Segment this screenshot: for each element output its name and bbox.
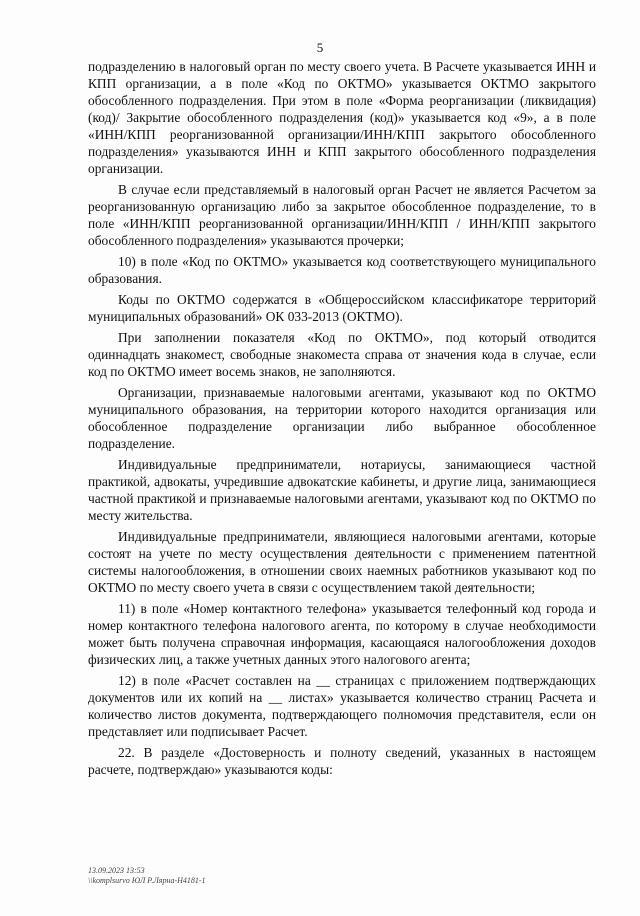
paragraph: Индивидуальные предприниматели, нотариусы, занимающиеся частной практикой, адвокаты, учредившие адвокатские кабинеты, и другие лица, занимающиеся частной практикой и признаваемые налоговыми агентами, указывают код по ОКТМО по месту жительства.	[88, 457, 596, 523]
footer-stamp	[88, 866, 206, 886]
footer-date: 13.09.2023 13:53	[88, 866, 145, 875]
document-body	[88, 58, 596, 782]
page-number: 5	[316, 40, 324, 55]
paragraph: Индивидуальные предприниматели, являющиеся налоговыми агентами, которые состоят на учете по месту осуществления деятельности с применением патентной системы налогообложения, в отношении своих наемных работников указывают код по ОКТМО по месту своего учета в связи с осуществлением такой деятельности;	[88, 529, 596, 595]
paragraph: 11) в поле «Номер контактного телефона» указывается телефонный код города и номер контактного телефона налогового агента, по которому в случае необходимости может быть получена справочная информация, касающаяся налогообложения доходов физических лиц, а также учетных данных этого налогового агента;	[88, 601, 596, 667]
paragraph: Коды по ОКТМО содержатся в «Общероссийском классификаторе территорий муниципальных образований» ОК 033-2013 (ОКТМО).	[88, 292, 596, 324]
paragraph: При заполнении показателя «Код по ОКТМО», под который отводится одиннадцать знакомест, свободные знакоместа справа от значения кода в случае, если код по ОКТМО имеет восемь знаков, не заполняются.	[88, 330, 596, 379]
footer-path: \\komplsurvo ЮЛ Р.Лярна-Н4181-1	[88, 876, 206, 885]
paragraph: В случае если представляемый в налоговый орган Расчет не является Расчетом за реорганизованную организацию либо за закрытое обособленное подразделение, то в поле «ИНН/КПП реорганизованной организации/ИНН/КПП / ИНН/КПП закрытого обособленного подразделения» указываются прочерки;	[88, 182, 596, 248]
paragraph: 12) в поле «Расчет составлен на __ страницах с приложением подтверждающих документов или их копий на __ листах» указывается количество страниц Расчета и количество листов документа, подтверждающего полномочия представителя, если он представляет или подписывает Расчет.	[88, 673, 596, 739]
paragraph: 22. В разделе «Достоверность и полноту сведений, указанных в настоящем расчете, подтверждаю» указываются коды:	[88, 745, 596, 777]
paragraph: подразделению в налоговый орган по месту своего учета. В Расчете указывается ИНН и КПП организации, а в поле «Код по ОКТМО» указывается ОКТМО закрытого обособленного подразделения. При этом в поле «Форма реорганизации (ликвидация) (код)/ Закрытие обособленного подразделения (код)» указывается код «9», а в поле «ИНН/КПП реорганизованной организации/ИНН/КПП закрытого обособленного подразделения» указываются ИНН и КПП закрытого обособленного подразделения организации.	[88, 59, 596, 176]
paragraph: Организации, признаваемые налоговыми агентами, указывают код по ОКТМО муниципального образования, на территории которого находится организация или обособленное подразделение организации либо выбранное обособленное подразделение.	[88, 385, 596, 451]
paragraph: 10) в поле «Код по ОКТМО» указывается код соответствующего муниципального образования.	[88, 254, 596, 286]
